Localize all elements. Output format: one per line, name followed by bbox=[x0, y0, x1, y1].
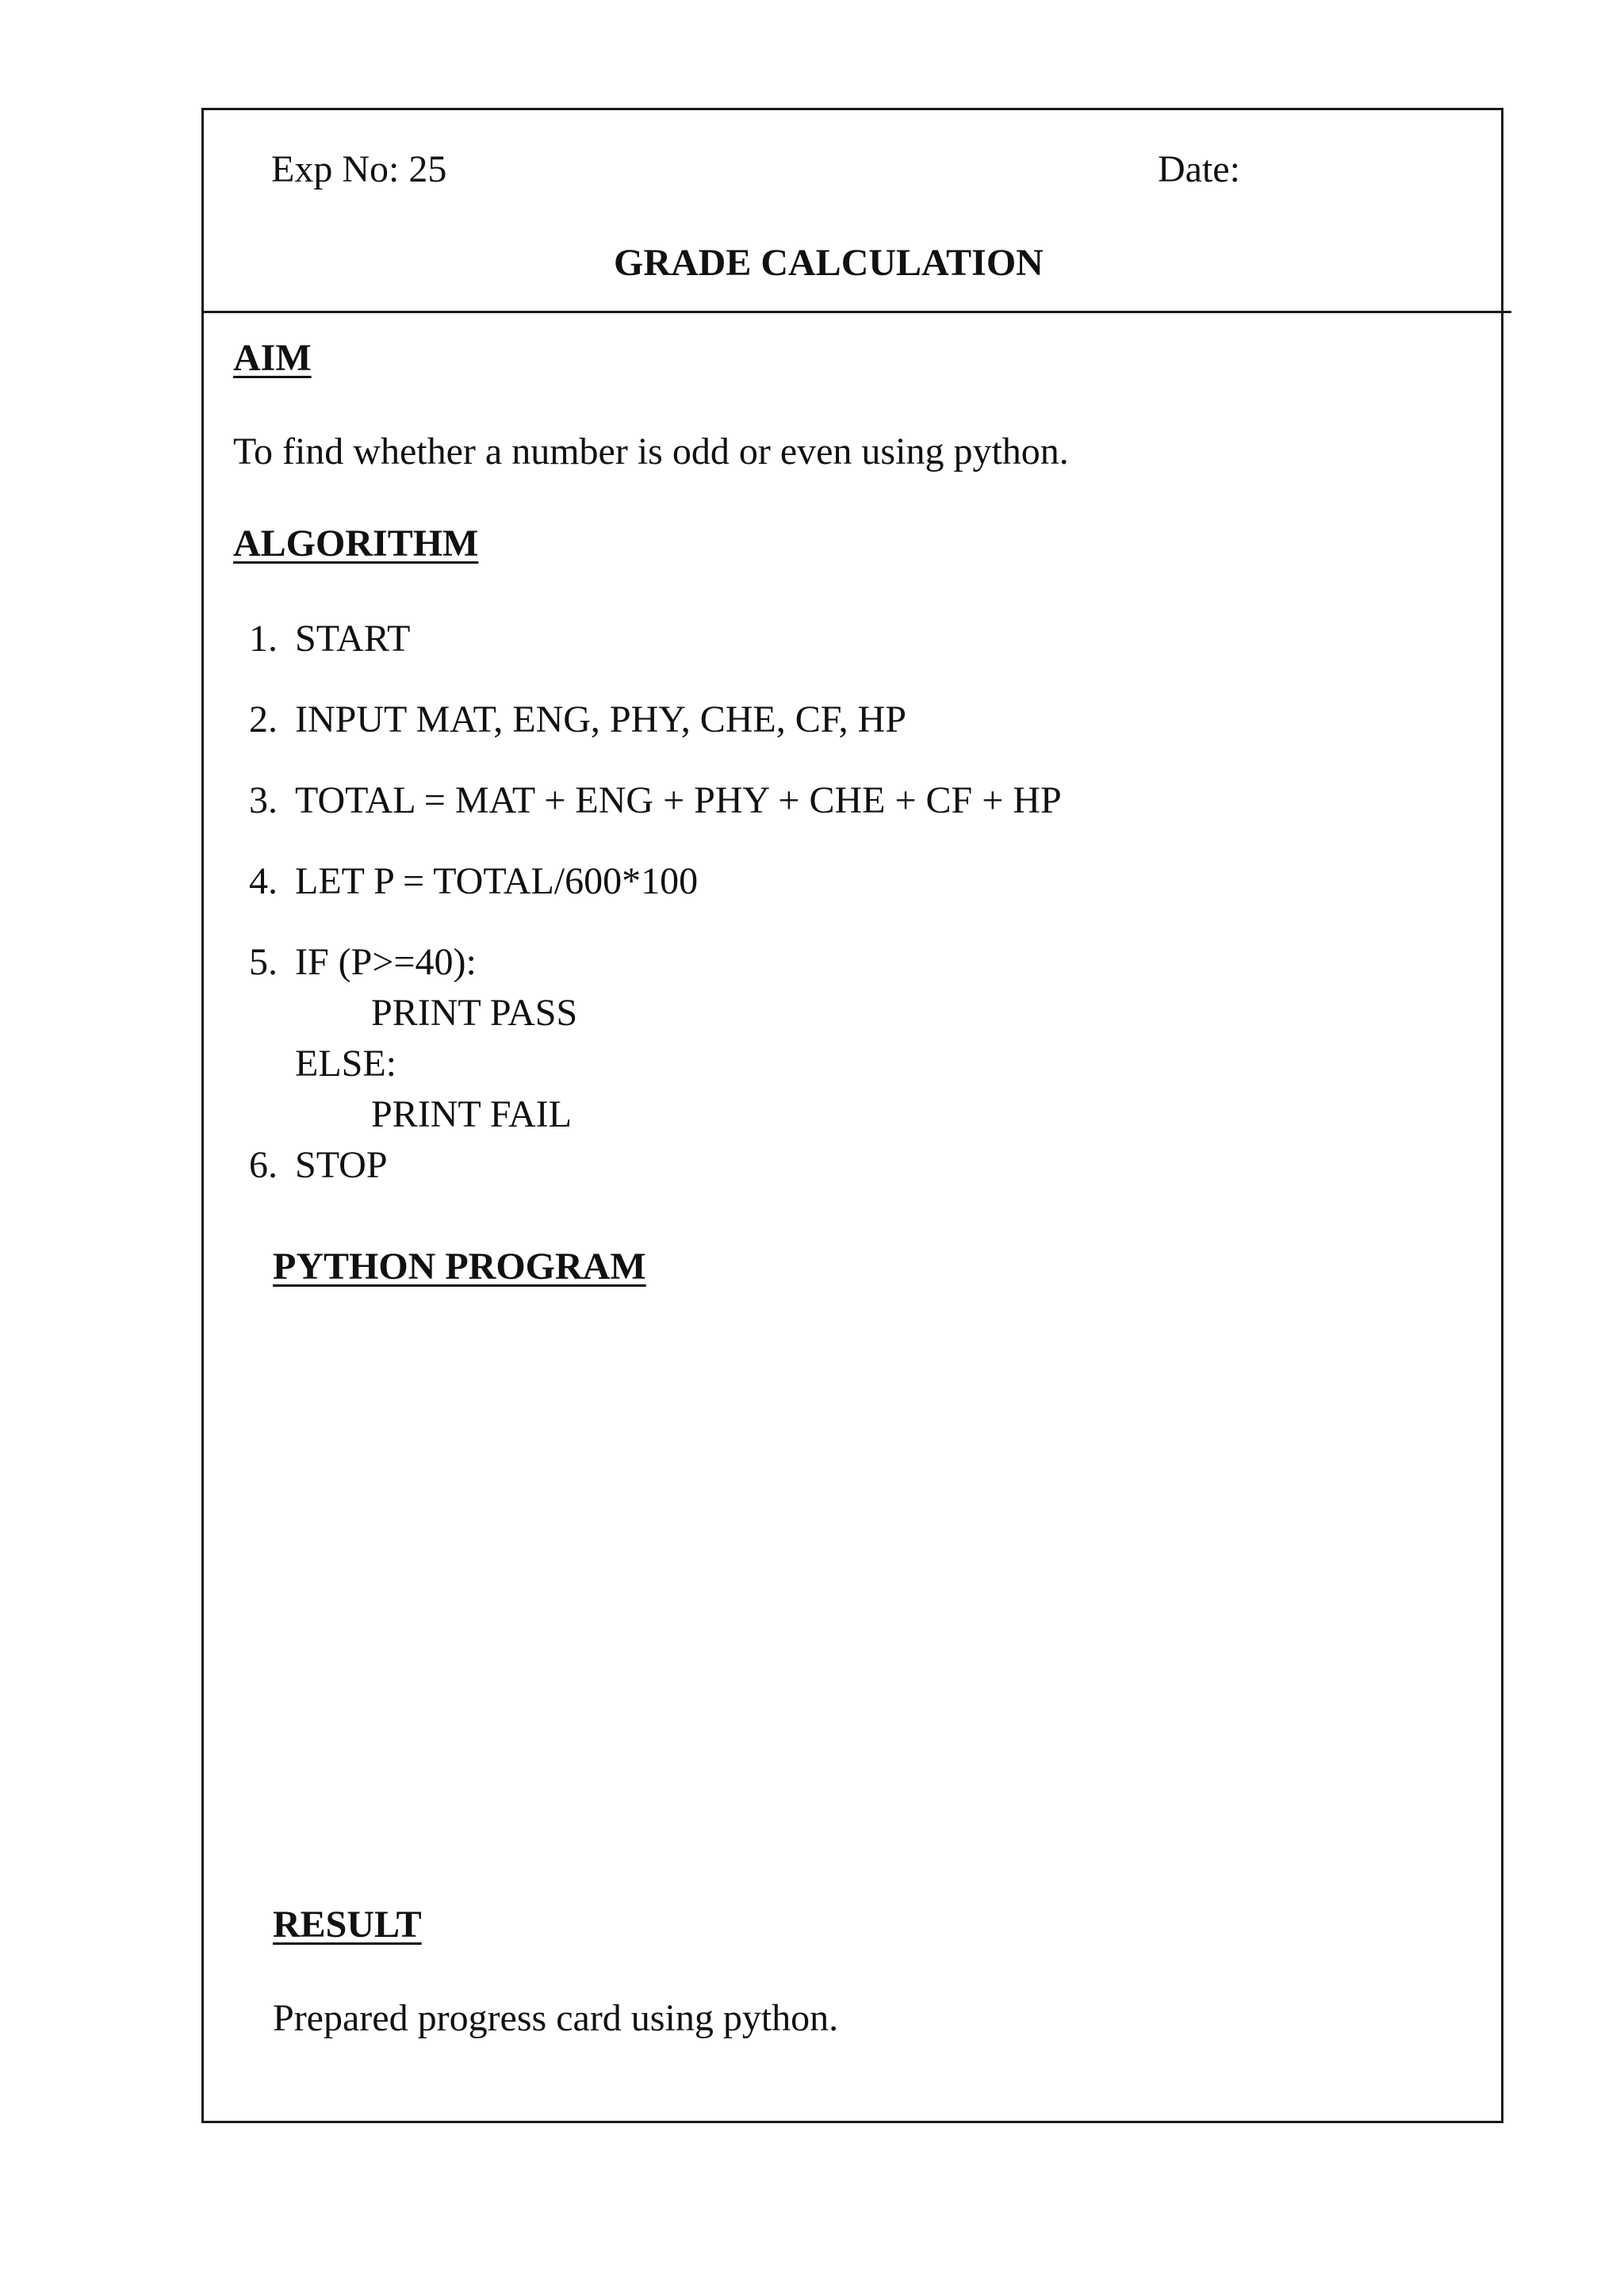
step-number: 5. bbox=[249, 941, 278, 983]
step-sub-line: PRINT FAIL bbox=[371, 1093, 572, 1135]
program-heading: PYTHON PROGRAM bbox=[273, 1246, 646, 1288]
step-number: 1. bbox=[249, 618, 278, 660]
step-text: TOTAL = MAT + ENG + PHY + CHE + CF + HP bbox=[295, 779, 1062, 821]
step-text: STOP bbox=[295, 1144, 388, 1186]
step-number: 6. bbox=[249, 1144, 278, 1186]
step-text: START bbox=[295, 618, 411, 660]
step-number: 2. bbox=[249, 698, 278, 740]
step-text: IF (P>=40): bbox=[295, 941, 477, 983]
step-number: 3. bbox=[249, 779, 278, 821]
date-label: Date: bbox=[1158, 148, 1240, 190]
exp-no: Exp No: 25 bbox=[271, 148, 447, 190]
result-heading: RESULT bbox=[273, 1904, 422, 1946]
step-number: 4. bbox=[249, 860, 278, 902]
step-sub-line: PRINT PASS bbox=[371, 992, 578, 1034]
step-sub-line: ELSE: bbox=[295, 1043, 396, 1085]
aim-text: To find whether a number is odd or even using python. bbox=[233, 430, 1069, 473]
page-title: GRADE CALCULATION bbox=[614, 242, 1044, 284]
step-text: LET P = TOTAL/600*100 bbox=[295, 860, 699, 902]
algorithm-heading: ALGORITHM bbox=[233, 522, 479, 564]
header-divider bbox=[201, 311, 1511, 313]
aim-heading: AIM bbox=[233, 337, 312, 379]
step-text: INPUT MAT, ENG, PHY, CHE, CF, HP bbox=[295, 698, 906, 740]
result-text: Prepared progress card using python. bbox=[273, 1997, 839, 2039]
